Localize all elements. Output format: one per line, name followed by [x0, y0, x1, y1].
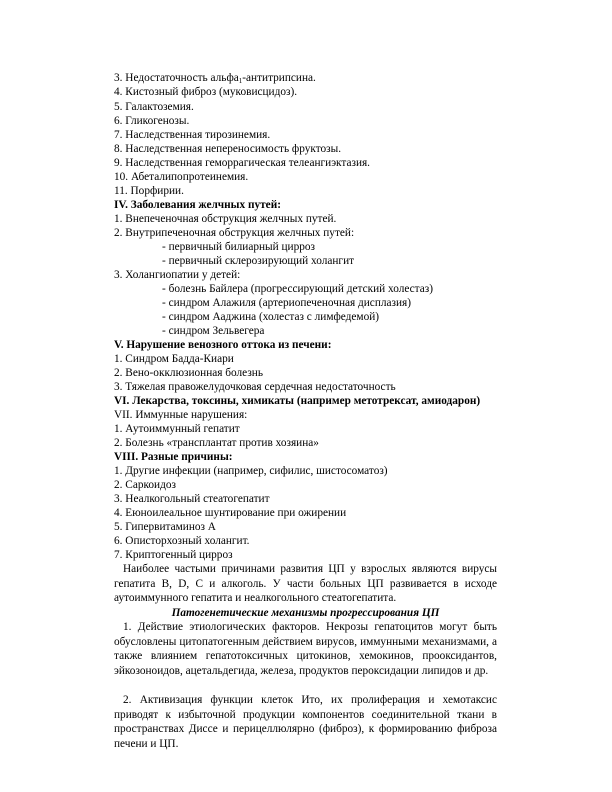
section-heading-vii: VII. Иммунные нарушения: — [114, 409, 248, 421]
paragraph: 2. Активизация функции клеток Ито, их пролиферация и хемотаксис приводят к избыточной продукции компонентов соединительной ткани в пространствах Диссе и перицеллюлярно (фиброз), к формированию фиброза печени и ЦП. — [114, 694, 497, 750]
list-item: 2. Болезнь «трансплантат против хозяина» — [114, 437, 319, 449]
list-item: 6. Гликогенозы. — [114, 115, 190, 127]
list-item: 2. Внутрипеченочная обструкция желчных путей: — [114, 227, 355, 239]
list-item: 11. Порфирии. — [114, 185, 184, 197]
list-item: 3. Неалкогольный стеатогепатит — [114, 493, 270, 505]
list-item: 1. Другие инфекции (например, сифилис, шистосоматоз) — [114, 465, 388, 477]
list-item: 3. Недостаточность альфа$_1$-антитрипсина. — [114, 72, 316, 85]
list-item: 8. Наследственная непереносимость фруктозы. — [114, 143, 342, 155]
list-item: 5. Галактоземия. — [114, 101, 194, 113]
list-item: 9. Наследственная геморрагическая телеангиэктазия. — [114, 157, 371, 169]
list-item: 5. Гипервитаминоз А — [114, 521, 216, 533]
sub-list-item: - синдром Зельвегера — [162, 325, 265, 337]
list-item: 3. Холангиопатии у детей: — [114, 269, 241, 281]
sub-list-item: - болезнь Байлера (прогрессирующий детский холестаз) — [162, 283, 433, 295]
sub-list-item: - первичный билиарный цирроз — [162, 241, 316, 253]
section-heading-v: V. Нарушение венозного оттока из печени: — [114, 339, 332, 351]
list-item: 1. Синдром Бадда-Киари — [114, 353, 234, 365]
list-item: 4. Кистозный фиброз (муковисцидоз). — [114, 86, 298, 98]
section-heading-vi: VI. Лекарства, токсины, химикаты (например метотрексат, амиодарон) — [114, 395, 481, 407]
sub-list-item: - синдром Алажиля (артериопеченочная дисплазия) — [162, 297, 411, 309]
paragraph: 1. Действие этиологических факторов. Некрозы гепатоцитов могут быть обусловлены цитопатогенным действием вирусов, иммунными механизмами, а также влиянием гепатотоксичных цитокинов, хемокинов, прооксидантов, эйкозоноидов, ацетальдегида, железа, продуктов пероксидации липидов и др. — [114, 621, 497, 677]
list-item: 6. Описторхозный холангит. — [114, 535, 250, 547]
paragraph: Наиболее частыми причинами развития ЦП у взрослых являются вирусы гепатита В, D, С и алкоголь. У части больных ЦП развивается в исходе аутоиммунного гепатита и неалкогольного стеатогепатита. — [114, 563, 497, 605]
list-item: 2. Вено-окклюзионная болезнь — [114, 367, 263, 379]
list-item: 3. Тяжелая правожелудочковая сердечная недостаточность — [114, 381, 396, 393]
list-item: 7. Наследственная тирозинемия. — [114, 129, 271, 141]
list-item: 1. Аутоиммунный гепатит — [114, 423, 240, 435]
list-item: 7. Криптогенный цирроз — [114, 549, 233, 561]
list-item: 10. Абеталипопротеинемия. — [114, 171, 249, 183]
list-item: 2. Саркоидоз — [114, 479, 176, 491]
list-item: 1. Внепеченочная обструкция желчных путей. — [114, 213, 337, 225]
section-heading-iv: IV. Заболевания желчных путей: — [114, 199, 281, 211]
sub-list-item: - первичный склерозирующий холангит — [162, 255, 355, 267]
section-heading-pathogenesis: Патогенетические механизмы прогрессирования ЦП — [171, 607, 440, 619]
section-heading-viii: VIII. Разные причины: — [114, 451, 233, 463]
list-item: 4. Еюноилеальное шунтирование при ожирении — [114, 507, 347, 519]
sub-list-item: - синдром Ааджина (холестаз с лимфедемой) — [162, 311, 380, 323]
